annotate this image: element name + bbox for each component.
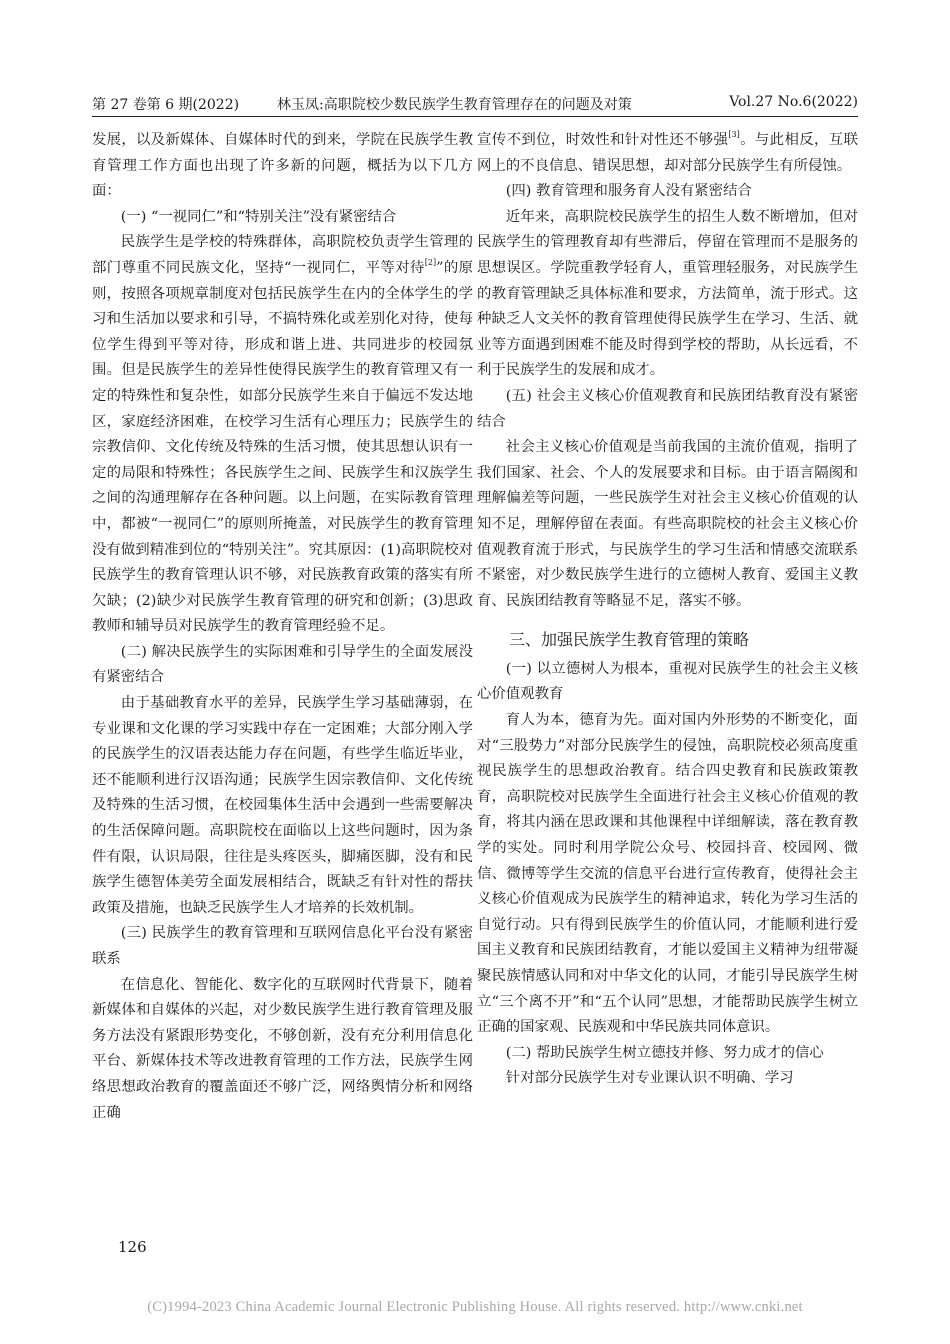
citation: [2] [424, 257, 437, 267]
subheading-4: (四) 教育管理和服务育人没有紧密结合 [505, 183, 752, 200]
citation: [3] [728, 130, 740, 139]
subheading-2: (二) 解决民族学生的实际困难和引导学生的全面发展没有紧密结合 [92, 643, 473, 686]
body-paragraph: 育人为本，德育为先。面对国内外形势的不断变化，面对“三股势力”对部分民族学生的侵蚀，高职院校必须高度重视民族学生的思想政治教育。结合四史教育和民族政策教育，高职院校对民族学生全面进行社会主义核心价值观的教育，将其内涵在思政课和其他课程中详细解读，落在教育教学的实处。同时利用学院公众号、校园抖音、校园网、微信、微博等学生交流的信息平台进行宣传教育，使得社会主义核心价值观成为民族学生的精神追求，转化为学习生活的自觉行动。只有得到民族学生的价值认同，才能顺利进行爱国主义教育和民族团结教育，才能以爱国主义精神为纽带凝聚民族情感认同和对中华文化的认同，才能引导民族学生树立“三个离不开”和“五个认同”思想，才能帮助民族学生树立正确的国家观、民族观和中华民族共同体意识。 [477, 712, 858, 1036]
body-paragraph: 针对部分民族学生对专业课认识不明确、学习 [505, 1070, 794, 1087]
section-heading: 三、加强民族学生教育管理的策略 [509, 630, 750, 650]
body-paragraph: 由于基础教育水平的差异，民族学生学习基础薄弱，在专业课和文化课的学习实践中存在一定困难；大部分刚入学的民族学生的汉语表达能力存在问题，有些学生临近毕业，还不能顺利进行汉语沟通；民族学生因宗教信仰、文化传统及特殊的生活习惯，在校园集体生活中会遇到一些需要解决的生活保障问题。高职院校在面临以上这些问题时，因为条件有限，认识局限，往往是头疼医头，脚痛医脚，没有和民族学生德智体美劳全面发展相结合，既缺乏有针对性的帮扶政策及措施，也缺乏民族学生人才培养的长效机制。 [92, 695, 473, 916]
body-paragraph: 宣传不到位，时效性和针对性还不够强[3]。与此相反，互联网上的不良信息、错误思想，却对部分民族学生有所侵蚀。 [477, 130, 858, 174]
body-paragraph: 近年来，高职院校民族学生的招生人数不断增加，但对民族学生的管理教育却有些滞后，停留在管理而不是服务的思想误区。学院重教学轻育人，重管理轻服务，对民族学生的教育管理缺乏具体标准和要求，方法简单，流于形式。这种缺乏人文关怀的教育管理使得民族学生在学习、生活、就业等方面遇到困难不能及时得到学校的帮助，从长远看，不利于民族学生的发展和成才。 [477, 208, 858, 379]
subheading-7: (二) 帮助民族学生树立德技并修、努力成才的信心 [505, 1044, 824, 1061]
body-paragraph: 发展，以及新媒体、自媒体时代的到来，学院在民族学生教育管理工作方面也出现了许多新的问题，概括为以下几方面： [92, 132, 473, 200]
running-header [92, 92, 858, 117]
body-paragraph: 社会主义核心价值观是当前我国的主流价值观，指明了我们国家、社会、个人的发展要求和目标。由于语言隔阂和理解偏差等问题，一些民族学生对社会主义核心价值观的认知不足，理解停留在表面。有些高职院校的社会主义核心价值观教育流于形式，与民族学生的学习生活和情感交流联系不紧密，对少数民族学生进行的立德树人教育、爱国主义教育、民族团结教育等略显不足，落实不够。 [477, 439, 858, 609]
header-title: 林玉凤:高职院校少数民族学生教育管理存在的问题及对策 [277, 97, 632, 113]
right-column [477, 128, 858, 1092]
body-paragraph: 在信息化、智能化、数字化的互联网时代背景下，随着新媒体和自媒体的兴起，对少数民族学生进行教育管理及服务方法没有紧跟形势变化，不够创新，没有充分利用信息化平台、新媒体技术等改进教育管理的工作方法，民族学生网络思想政治教育的覆盖面还不够广泛，网络舆情分析和网络正确 [92, 976, 473, 1121]
left-column [92, 128, 473, 1126]
header-volume-cn: 第 27 卷第 6 期(2022) [92, 97, 240, 113]
body-paragraph: 民族学生是学校的特殊群体，高职院校负责学生管理的部门尊重不同民族文化，坚持“一视同仁，平等对待[2]”的原则，按照各项规章制度对包括民族学生在内的全体学生的学习和生活加以要求和引导，不搞特殊化或差别化对待，使每位学生得到平等对待，形成和谐上进、共同进步的校园氛围。但是民族学生的差异性使得民族学生的教育管理又有一定的特殊性和复杂性，如部分民族学生来自于偏远不发达地区，家庭经济困难，在校学习生活有心理压力；民族学生的宗教信仰、文化传统及特殊的生活习惯，使其思想认识有一定的局限和特殊性；各民族学生之间、民族学生和汉族学生之间的沟通理解存在各种问题。以上问题，在实际教育管理中，都被“一视同仁”的原则所掩盖，对民族学生的教育管理没有做到精准到位的“特别关注”。究其原因：(1)高职院校对民族学生的教育管理认识不够，对民族教育政策的落实有所欠缺；(2)缺少对民族学生教育管理的研究和创新；(3)思政教师和辅导员对民族学生的教育管理经验不足。 [92, 234, 473, 635]
subheading-1: (一) “一视同仁”和“特别关注”没有紧密结合 [120, 208, 397, 225]
subheading-6: (一) 以立德树人为根本，重视对民族学生的社会主义核心价值观教育 [477, 660, 858, 703]
page-number: 126 [118, 1238, 147, 1256]
subheading-3: (三) 民族学生的教育管理和互联网信息化平台没有紧密联系 [92, 925, 473, 967]
subheading-5: (五) 社会主义核心价值观教育和民族团结教育没有紧密结合 [477, 387, 858, 430]
copyright-footer: (C)1994-2023 China Academic Journal Electronic Publishing House. All rights reserved. http://www.cnki.net [147, 1299, 803, 1315]
header-volume-en: Vol.27 No.6(2022) [729, 94, 858, 110]
